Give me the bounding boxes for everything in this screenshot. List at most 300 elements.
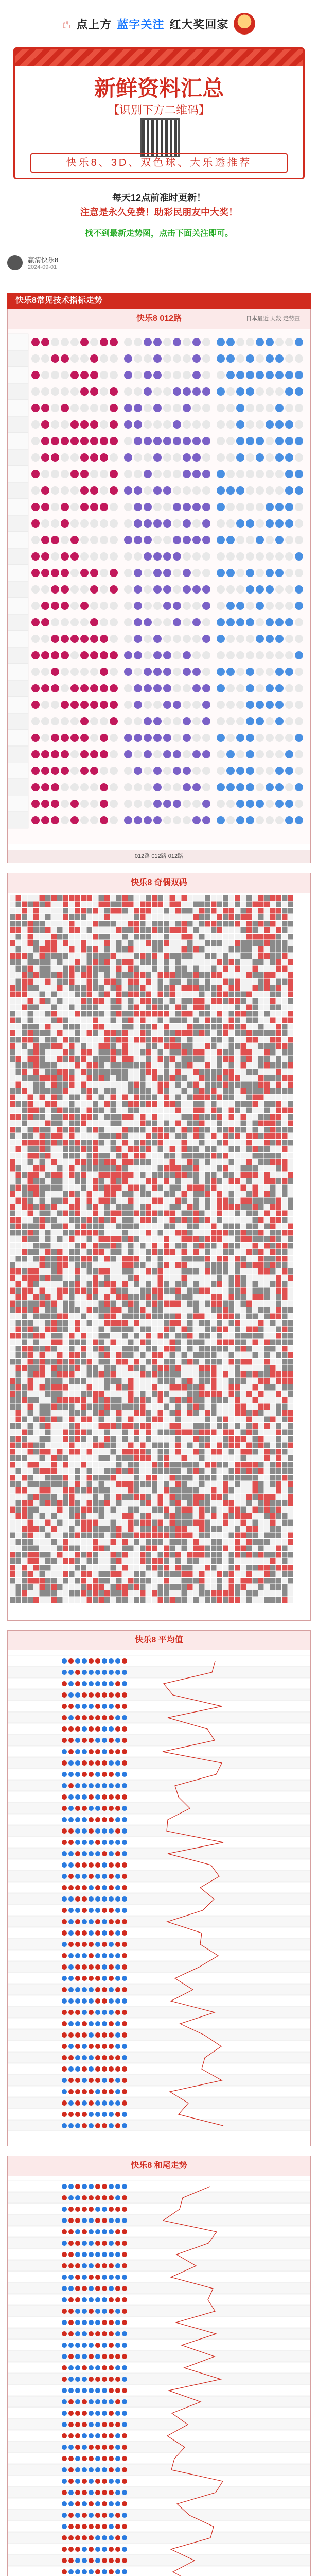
grid-cell	[16, 1443, 22, 1449]
grid-cell	[28, 902, 33, 908]
grid-cell	[223, 895, 228, 901]
grid-cell	[51, 1178, 57, 1184]
grid-cell	[99, 921, 104, 927]
grid-cell	[235, 1249, 240, 1256]
grid-cell	[175, 1062, 181, 1069]
grid-cell	[40, 966, 45, 972]
grid-cell	[69, 1268, 75, 1275]
ball-mark	[41, 486, 49, 495]
ball-mark	[124, 371, 132, 379]
grid-cell	[258, 1204, 264, 1210]
grid-cell	[28, 1262, 33, 1268]
grid-cell	[75, 902, 81, 908]
grid-cell	[276, 1404, 282, 1410]
grid-cell	[253, 1185, 258, 1191]
grid-cell	[276, 1140, 282, 1146]
grid-cell	[45, 1430, 51, 1436]
grid-cell	[22, 1191, 27, 1197]
grid-cell	[229, 1043, 235, 1049]
qr-code-image[interactable]	[140, 118, 180, 157]
grid-cell	[282, 908, 288, 914]
grid-cell	[8, 515, 28, 532]
grid-cell	[69, 1062, 75, 1069]
grid-cell	[28, 1165, 33, 1172]
grid-cell	[288, 1443, 294, 1449]
grid-cell	[223, 1088, 228, 1094]
grid-odd-even	[8, 893, 310, 1619]
grid-cell	[152, 1024, 157, 1030]
ball-mark	[110, 602, 118, 610]
grid-cell	[99, 1294, 104, 1300]
grid-cell	[87, 1327, 93, 1333]
grid-cell	[146, 921, 152, 927]
grid-cell	[182, 1082, 187, 1088]
grid-cell	[128, 1301, 134, 1307]
grid-cell	[75, 1288, 81, 1294]
grid-cell	[270, 1359, 276, 1365]
grid-cell	[152, 1417, 157, 1423]
grid-cell	[152, 1307, 157, 1313]
grid-cell	[16, 1384, 22, 1391]
grid-cell	[28, 1114, 33, 1120]
ball-mark	[124, 387, 132, 396]
grid-cell	[164, 1056, 169, 1062]
ball-mark	[217, 618, 225, 626]
grid-cell	[182, 1217, 187, 1223]
grid-cell	[211, 1423, 217, 1429]
grid-cell	[282, 1346, 288, 1352]
grid-cell	[182, 946, 187, 953]
grid-cell	[51, 1262, 57, 1268]
ball-mark	[226, 453, 235, 462]
grid-cell	[276, 1043, 282, 1049]
grid-cell	[63, 1011, 69, 1017]
grid-cell	[104, 1430, 110, 1436]
grid-cell	[175, 1268, 181, 1275]
ball-mark	[41, 437, 49, 445]
grid-cell	[152, 1069, 157, 1075]
ball-mark	[183, 668, 191, 676]
grid-cell	[122, 1075, 128, 1081]
grid-cell	[164, 998, 169, 1004]
grid-cell	[229, 1140, 235, 1146]
grid-cell	[81, 1172, 86, 1178]
grid-cell	[81, 1165, 86, 1172]
grid-cell	[75, 1314, 81, 1320]
grid-cell	[122, 1288, 128, 1294]
grid-cell	[193, 1320, 199, 1326]
author-avatar[interactable]	[7, 255, 23, 270]
grid-cell	[235, 946, 240, 953]
grid-cell	[75, 1005, 81, 1011]
grid-cell	[45, 1043, 51, 1049]
grid-cell	[122, 1314, 128, 1320]
grid-cell	[282, 1436, 288, 1442]
grid-cell	[45, 1108, 51, 1114]
grid-cell	[87, 1333, 93, 1339]
grid-cell	[93, 1172, 98, 1178]
grid-cell	[164, 1146, 169, 1153]
grid-cell	[282, 1178, 288, 1184]
grid-cell	[10, 966, 15, 972]
grid-cell	[258, 953, 264, 959]
grid-cell	[116, 1024, 122, 1030]
grid-cell	[235, 1410, 240, 1416]
grid-cell	[134, 1114, 140, 1120]
grid-cell	[99, 1417, 104, 1423]
grid-cell	[134, 921, 140, 927]
grid-cell	[28, 1391, 33, 1397]
grid-cell	[229, 1268, 235, 1275]
grid-cell	[134, 1417, 140, 1423]
grid-cell	[193, 1153, 199, 1159]
grid-cell	[40, 1095, 45, 1101]
grid-cell	[134, 1230, 140, 1236]
ball-mark	[100, 651, 108, 659]
grid-cell	[211, 1301, 217, 1307]
ball-mark	[134, 618, 142, 626]
grid-cell	[270, 1172, 276, 1178]
grid-cell	[69, 1384, 75, 1391]
follow-highlight[interactable]: 蓝字关注	[117, 18, 165, 31]
grid-cell	[241, 1378, 246, 1384]
grid-cell	[75, 972, 81, 978]
ball-mark	[285, 420, 293, 429]
grid-cell	[199, 1082, 205, 1088]
grid-cell	[122, 1262, 128, 1268]
grid-cell	[57, 1423, 63, 1429]
grid-cell	[288, 1095, 294, 1101]
ball-mark	[295, 338, 303, 346]
notice-warn[interactable]: 找不到最新走势图，点击下面关注即可。	[84, 229, 233, 238]
grid-cell	[152, 1191, 157, 1197]
grid-cell	[170, 1243, 175, 1249]
grid-cell	[223, 1346, 228, 1352]
grid-cell	[146, 1294, 152, 1300]
grid-cell	[45, 1275, 51, 1281]
grid-cell	[282, 1371, 288, 1378]
grid-cell	[10, 1133, 15, 1140]
grid-cell	[152, 927, 157, 934]
grid-cell	[111, 1443, 116, 1449]
grid-cell	[93, 1204, 98, 1210]
grid-cell	[63, 1165, 69, 1172]
grid-cell	[241, 1056, 246, 1062]
grid-cell	[69, 902, 75, 908]
grid-cell	[28, 1146, 33, 1153]
grid-cell	[146, 1030, 152, 1037]
grid-cell	[282, 921, 288, 927]
grid-cell	[51, 1443, 57, 1449]
grid-cell	[288, 1294, 294, 1300]
grid-cell	[158, 1384, 164, 1391]
grid-cell	[187, 1275, 193, 1281]
ball-mark	[41, 651, 49, 659]
ball-mark	[192, 552, 201, 561]
grid-cell	[81, 1191, 86, 1197]
ball-mark	[217, 734, 225, 742]
grid-cell	[28, 1404, 33, 1410]
grid-cell	[217, 1204, 223, 1210]
grid-cell	[205, 1378, 211, 1384]
grid-cell	[253, 1165, 258, 1172]
grid-cell	[140, 934, 146, 940]
ball-mark	[192, 536, 201, 544]
grid-cell	[246, 1333, 252, 1339]
ball-mark	[134, 404, 142, 412]
grid-cell	[33, 1371, 39, 1378]
grid-cell	[33, 1146, 39, 1153]
grid-cell	[223, 1211, 228, 1217]
grid-cell	[116, 1340, 122, 1346]
grid-cell	[122, 946, 128, 953]
grid-cell	[175, 979, 181, 985]
author-name[interactable]: 赢清快乐8	[28, 256, 59, 264]
grid-cell	[75, 914, 81, 921]
follow-banner[interactable]	[0, 0, 318, 47]
grid-cell	[211, 1256, 217, 1262]
grid-cell	[122, 1256, 128, 1262]
grid-cell	[51, 1114, 57, 1120]
grid-cell	[57, 902, 63, 908]
grid-cell	[69, 1294, 75, 1300]
grid-cell	[93, 998, 98, 1004]
grid-cell	[152, 1146, 157, 1153]
ball-mark	[183, 354, 191, 363]
grid-cell	[134, 972, 140, 978]
grid-cell	[158, 1288, 164, 1294]
grid-cell	[104, 992, 110, 998]
grid-cell	[282, 1082, 288, 1088]
grid-cell	[258, 1307, 264, 1313]
grid-cell	[199, 1301, 205, 1307]
grid-cell	[164, 1378, 169, 1384]
grid-cell	[158, 902, 164, 908]
grid-cell	[28, 1288, 33, 1294]
grid-cell	[246, 1075, 252, 1081]
grid-cell	[45, 1030, 51, 1037]
grid-cell	[175, 1340, 181, 1346]
grid-cell	[69, 1417, 75, 1423]
grid-cell	[223, 1301, 228, 1307]
grid-cell	[246, 1121, 252, 1127]
grid-cell	[146, 1346, 152, 1352]
grid-cell	[288, 1049, 294, 1056]
grid-cell	[122, 1146, 128, 1153]
grid-cell	[87, 1005, 93, 1011]
grid-cell	[128, 1327, 134, 1333]
grid-cell	[128, 902, 134, 908]
grid-cell	[111, 1172, 116, 1178]
grid-cell	[246, 934, 252, 940]
grid-cell	[282, 1011, 288, 1017]
grid-cell	[10, 1327, 15, 1333]
grid-cell	[217, 1281, 223, 1287]
grid-cell	[276, 1236, 282, 1243]
ball-mark	[144, 651, 152, 659]
grid-cell	[134, 992, 140, 998]
grid-cell	[134, 1391, 140, 1397]
grid-cell	[258, 1185, 264, 1191]
grid-cell	[229, 934, 235, 940]
grid-cell	[69, 921, 75, 927]
grid-cell	[16, 1062, 22, 1069]
grid-cell	[241, 1340, 246, 1346]
grid-cell	[122, 1211, 128, 1217]
grid-cell	[75, 1211, 81, 1217]
grid-cell	[270, 979, 276, 985]
grid-cell	[45, 1320, 51, 1326]
grid-cell	[217, 953, 223, 959]
grid-cell	[253, 1114, 258, 1120]
grid-cell	[258, 1082, 264, 1088]
grid-cell	[81, 1153, 86, 1159]
grid-cell	[51, 1165, 57, 1172]
grid-cell	[140, 959, 146, 965]
grid-cell	[158, 1082, 164, 1088]
grid-cell	[193, 1249, 199, 1256]
grid-cell	[205, 902, 211, 908]
grid-cell	[270, 1423, 276, 1429]
grid-cell	[282, 1230, 288, 1236]
grid-cell	[81, 1178, 86, 1184]
grid-cell	[152, 1320, 157, 1326]
grid-cell	[116, 1037, 122, 1043]
grid-cell	[10, 1005, 15, 1011]
grid-cell	[28, 1178, 33, 1184]
grid-cell	[33, 1314, 39, 1320]
ball-mark	[51, 767, 59, 775]
grid-cell	[164, 946, 169, 953]
grid-cell	[87, 992, 93, 998]
grid-cell	[128, 985, 134, 991]
grid-cell	[57, 1320, 63, 1326]
grid-cell	[152, 1333, 157, 1339]
grid-cell	[211, 1127, 217, 1133]
grid-cell	[63, 1256, 69, 1262]
grid-cell	[69, 1346, 75, 1352]
grid-cell	[93, 1371, 98, 1378]
grid-cell	[276, 1443, 282, 1449]
grid-cell	[182, 1236, 187, 1243]
ball-mark	[144, 585, 152, 594]
ball-mark	[144, 684, 152, 692]
grid-cell	[111, 1114, 116, 1120]
grid-cell	[182, 908, 187, 914]
grid-cell	[116, 998, 122, 1004]
grid-cell	[57, 1127, 63, 1133]
grid-cell	[69, 1198, 75, 1204]
grid-cell	[282, 1410, 288, 1416]
grid-cell	[152, 1140, 157, 1146]
grid-cell	[270, 1178, 276, 1184]
grid-cell	[134, 1359, 140, 1365]
grid-cell	[199, 1062, 205, 1069]
grid-cell	[22, 1146, 27, 1153]
grid-cell	[111, 1365, 116, 1371]
grid-cell	[51, 1005, 57, 1011]
grid-cell	[264, 1436, 270, 1442]
grid-cell	[22, 1256, 27, 1262]
grid-cell	[146, 902, 152, 908]
grid-cell	[152, 1352, 157, 1359]
ball-mark	[61, 767, 69, 775]
grid-cell	[282, 1159, 288, 1165]
grid-cell	[193, 1191, 199, 1197]
grid-cell	[246, 1443, 252, 1449]
grid-cell	[205, 921, 211, 927]
grid-cell	[116, 908, 122, 914]
grid-cell	[57, 1153, 63, 1159]
grid-cell	[258, 1011, 264, 1017]
ball-mark	[31, 750, 40, 758]
grid-cell	[69, 927, 75, 934]
grid-cell	[57, 1249, 63, 1256]
grid-cell	[264, 1069, 270, 1075]
ball-mark	[51, 734, 59, 742]
grid-cell	[28, 992, 33, 998]
grid-cell	[10, 1217, 15, 1223]
grid-cell	[45, 1378, 51, 1384]
grid-cell	[51, 1095, 57, 1101]
grid-cell	[282, 1043, 288, 1049]
grid-cell	[75, 959, 81, 965]
grid-cell	[45, 908, 51, 914]
grid-cell	[81, 966, 86, 972]
grid-cell	[111, 1340, 116, 1346]
grid-cell	[246, 1062, 252, 1069]
grid-cell	[146, 1320, 152, 1326]
grid-cell	[33, 1423, 39, 1429]
grid-cell	[63, 959, 69, 965]
grid-cell	[282, 1069, 288, 1075]
ball-mark	[295, 569, 303, 577]
ball-mark	[100, 717, 108, 725]
grid-cell	[22, 1127, 27, 1133]
grid-cell	[140, 1391, 146, 1397]
ball-mark	[226, 552, 235, 561]
grid-cell	[10, 1314, 15, 1320]
grid-cell	[264, 1108, 270, 1114]
ball-mark	[202, 486, 210, 495]
grid-cell	[33, 1365, 39, 1371]
grid-cell	[229, 972, 235, 978]
ball-mark	[80, 816, 89, 824]
grid-cell	[270, 1024, 276, 1030]
ball-mark	[41, 552, 49, 561]
grid-cell	[93, 1243, 98, 1249]
grid-cell	[87, 998, 93, 1004]
grid-cell	[199, 908, 205, 914]
grid-cell	[45, 1217, 51, 1223]
grid-cell	[182, 1262, 187, 1268]
grid-cell	[111, 1236, 116, 1243]
grid-cell	[193, 1391, 199, 1397]
grid-cell	[246, 1198, 252, 1204]
grid-cell	[40, 1243, 45, 1249]
grid-cell	[99, 1236, 104, 1243]
ball-mark	[153, 503, 162, 511]
ball-mark	[217, 602, 225, 610]
grid-cell	[193, 1127, 199, 1133]
grid-cell	[199, 992, 205, 998]
grid-cell	[93, 1423, 98, 1429]
grid-cell	[140, 1146, 146, 1153]
grid-cell	[93, 1346, 98, 1352]
ball-mark	[110, 371, 118, 379]
grid-cell	[128, 1333, 134, 1339]
ball-mark	[100, 387, 108, 396]
